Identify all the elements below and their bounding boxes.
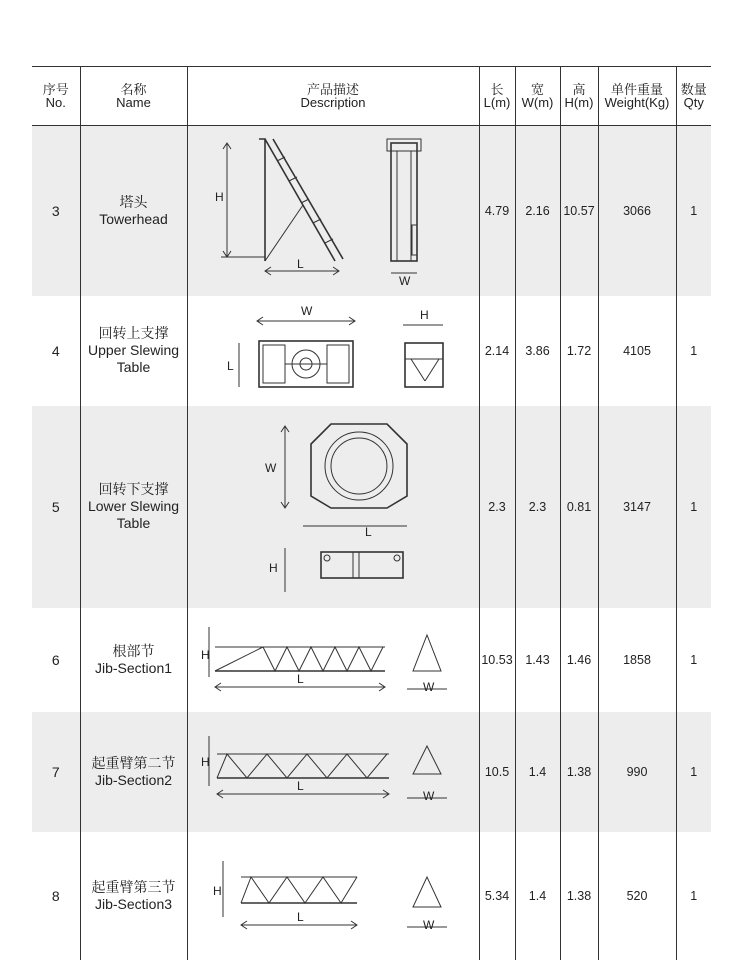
name-en: Lower Slewing Table: [87, 498, 180, 531]
row-name: [80, 712, 187, 832]
table-row: [32, 712, 711, 832]
cell-length: 10.5: [479, 712, 515, 832]
cell-weight: 3066: [598, 126, 676, 296]
jib-section2-drawing: [193, 722, 473, 822]
dim-label-l: L: [365, 524, 372, 539]
name-cn: 起重臂第三节: [91, 878, 176, 895]
row-drawing: [187, 126, 479, 296]
cell-width: 1.4: [515, 832, 560, 960]
name-cn: 塔头: [119, 193, 148, 210]
name-en: Jib-Section3: [94, 895, 173, 912]
dim-label-w: W: [265, 460, 277, 475]
row-name: [80, 608, 187, 712]
upper-slewing-table-drawing: [193, 301, 473, 401]
row-drawing: [187, 608, 479, 712]
header-length: 长 L(m): [479, 67, 515, 126]
dim-label-l: L: [227, 358, 234, 373]
cell-weight: 4105: [598, 296, 676, 406]
dim-label-w: W: [399, 273, 411, 288]
name-cn: 回转下支撑: [98, 481, 169, 497]
cell-height: 1.38: [560, 832, 598, 960]
cell-height: 1.72: [560, 296, 598, 406]
dim-label-w: W: [423, 679, 435, 694]
cell-width: 1.43: [515, 608, 560, 712]
cell-width: 2.16: [515, 126, 560, 296]
spec-table: [32, 66, 711, 960]
cell-length: 10.53: [479, 608, 515, 712]
cell-width: 2.3: [515, 406, 560, 608]
row-number: 5: [32, 406, 80, 608]
header-qty: 数量 Qty: [676, 67, 711, 126]
cell-weight: 520: [598, 832, 676, 960]
spec-table-sheet: [32, 66, 711, 960]
dim-label-l: L: [297, 256, 304, 271]
table-row: [32, 608, 711, 712]
cell-width: 1.4: [515, 712, 560, 832]
cell-weight: 3147: [598, 406, 676, 608]
dim-label-h: H: [201, 754, 210, 769]
dim-label-h: H: [269, 560, 278, 575]
header-weight: 单件重量 Weight(Kg): [598, 67, 676, 126]
row-drawing: [187, 406, 479, 608]
row-number: 3: [32, 126, 80, 296]
cell-qty: 1: [676, 832, 711, 960]
header-no: 序号 No.: [32, 67, 80, 126]
row-number: 8: [51, 887, 60, 904]
name-en: Upper Slewing Table: [87, 342, 180, 375]
dim-label-l: L: [297, 778, 304, 793]
row-name: [80, 832, 187, 960]
name-en: Jib-Section2: [94, 771, 173, 788]
dim-label-h: H: [420, 307, 429, 322]
cell-length: 4.79: [479, 126, 515, 296]
jib-section1-drawing: [193, 615, 473, 705]
dim-label-l: L: [297, 909, 304, 924]
row-drawing: [187, 712, 479, 832]
row-drawing: [187, 296, 479, 406]
row-number: 6: [51, 651, 60, 668]
dim-label-w: W: [423, 788, 435, 803]
lower-slewing-table-drawing: [193, 412, 473, 602]
dim-label-h: H: [215, 189, 224, 204]
cell-qty: 1: [676, 608, 711, 712]
row-number: 4: [51, 342, 60, 359]
cell-length: 5.34: [479, 832, 515, 960]
header-width: 宽 W(m): [515, 67, 560, 126]
dim-label-h: H: [213, 883, 222, 898]
dim-label-w: W: [423, 917, 435, 932]
cell-qty: 1: [676, 296, 711, 406]
dim-label-l: L: [297, 671, 304, 686]
towerhead-drawing: [193, 131, 473, 291]
row-drawing: [187, 832, 479, 960]
cell-weight: 1858: [598, 608, 676, 712]
header-row: [32, 67, 711, 126]
cell-length: 2.14: [479, 296, 515, 406]
cell-height: 10.57: [560, 126, 598, 296]
header-description: 产品描述 Description: [187, 67, 479, 126]
table-row: [32, 296, 711, 406]
row-name: [80, 406, 187, 608]
header-height: 高 H(m): [560, 67, 598, 126]
cell-qty: 1: [676, 126, 711, 296]
name-en: Jib-Section1: [94, 659, 173, 676]
name-cn: 回转上支撑: [98, 325, 169, 341]
table-row: [32, 832, 711, 960]
table-row: [32, 126, 711, 296]
cell-weight: 990: [598, 712, 676, 832]
table-row: [32, 406, 711, 608]
dim-label-h: H: [201, 647, 210, 662]
dim-label-w: W: [301, 303, 313, 318]
row-name: [80, 296, 187, 406]
cell-qty: 1: [676, 406, 711, 608]
cell-height: 1.38: [560, 712, 598, 832]
name-cn: 根部节: [112, 642, 155, 659]
cell-qty: 1: [676, 712, 711, 832]
row-name: [80, 126, 187, 296]
row-number: 7: [32, 712, 80, 832]
cell-height: 1.46: [560, 608, 598, 712]
name-en: Towerhead: [99, 210, 168, 227]
cell-length: 2.3: [479, 406, 515, 608]
cell-width: 3.86: [515, 296, 560, 406]
header-name: 名称 Name: [80, 67, 187, 126]
cell-height: 0.81: [560, 406, 598, 608]
jib-section3-drawing: [193, 841, 473, 951]
name-cn: 起重臂第二节: [91, 754, 176, 771]
